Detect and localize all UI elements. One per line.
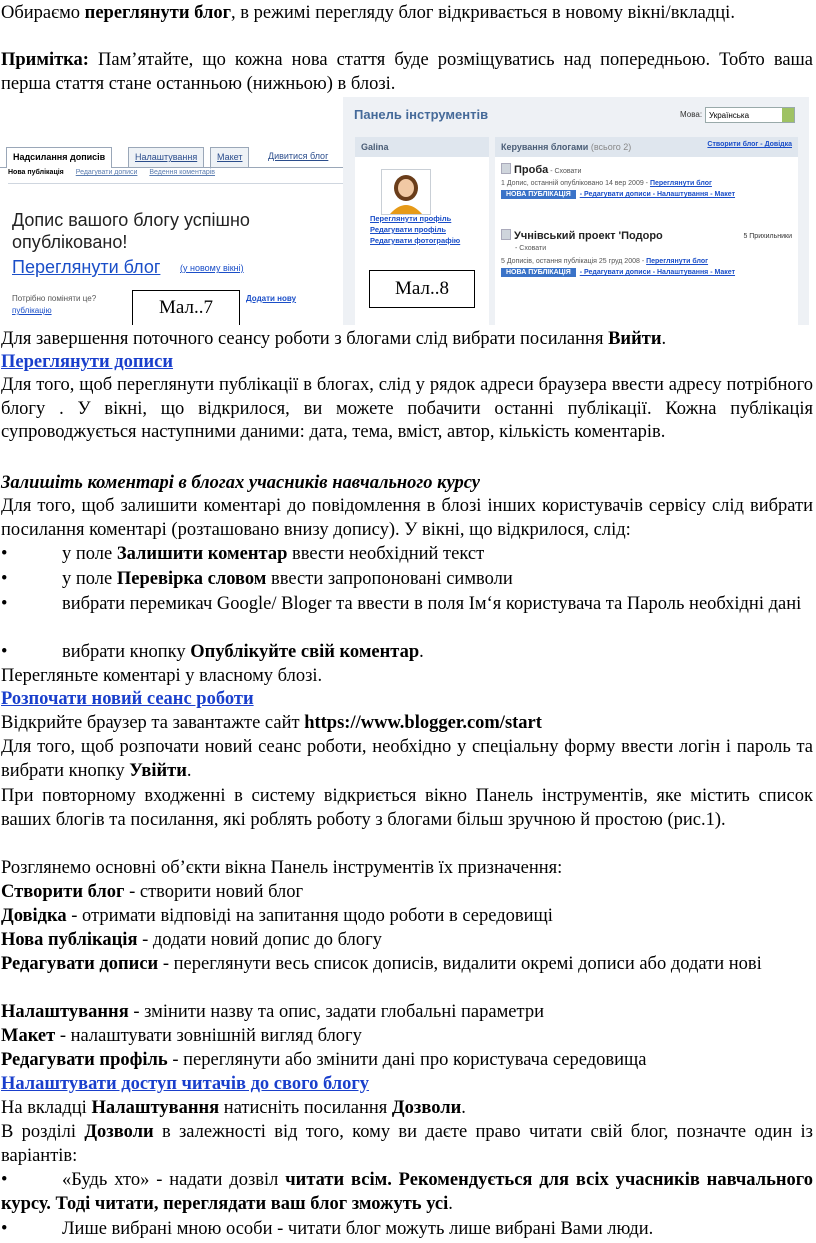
note-paragraph: Примітка: Пам’ятайте, що кожна нова стаття буде розміщуватись над попередньою. Тобто ваша перша стаття стане останньою (нижньою) в блозі. xyxy=(1,50,813,94)
login-paragraph: Для того, щоб розпочати новий сеанс роботи, необхідно у спеціальну форму ввести логін і пароль та вибрати кнопку Увійти. xyxy=(1,737,813,781)
language-label: Мова: xyxy=(680,110,703,119)
comments-paragraph: Для того, щоб залишити коментарі до повідомлення в блозі інших користувачів сервісу слід вибрати посилання коментарі (розташовано внизу допису). У вікні, що відкрилося, слід: xyxy=(1,496,813,540)
view-blog-link[interactable]: Переглянути блог xyxy=(12,257,161,277)
exit-paragraph: Для завершення поточного сеансу роботи з блогами слід вибрати посилання Вийти. xyxy=(1,329,667,349)
blog-icon xyxy=(501,229,511,240)
subtab-edit-posts[interactable]: Редагувати дописи xyxy=(75,169,138,176)
user-avatar-icon xyxy=(382,170,430,214)
definition-item: Довідка - отримати відповіді на запитання щодо роботи в середовищі xyxy=(1,906,553,926)
followers-count: 5 Прихильники xyxy=(743,233,792,240)
objects-paragraph: Розглянемо основні об’єкти вікна Панель інструментів їх призначення: xyxy=(1,858,563,878)
subtab-comments[interactable]: Ведення коментарів xyxy=(149,169,216,176)
edit-profile-link[interactable]: Редагувати профіль xyxy=(370,225,446,234)
bullet-icon: • xyxy=(1,1219,8,1239)
heading-comments: Залишіть коментарі в блогах учасників навчального курсу xyxy=(1,473,481,493)
permissions-paragraph: В розділі Дозволи в залежності від того, кому ви даєте право читати свій блог, позначте один із варіантів: xyxy=(1,1122,813,1166)
heading-access: Налаштувати доступ читачів до свого блогу xyxy=(1,1074,370,1094)
bullet-icon: • xyxy=(1,642,8,662)
site-paragraph: Відкрийте браузер та завантажте сайт https://www.blogger.com/start xyxy=(1,713,542,733)
tab-settings[interactable]: Налаштування xyxy=(128,147,204,167)
create-blog-help-links[interactable]: Створити блог - Довідка xyxy=(707,141,792,148)
view-profile-link[interactable]: Переглянути профіль xyxy=(370,214,452,223)
tabs-bar xyxy=(0,143,343,168)
tab-posting[interactable]: Надсилання дописів xyxy=(6,147,112,168)
figure-7-label: Мал..7 xyxy=(132,290,240,325)
list-item: • вибрати кнопку Опублікуйте свій коментар. xyxy=(1,641,813,665)
heading-new-session: Розпочати новий сеанс роботи xyxy=(1,689,254,709)
repeat-login-paragraph: При повторному входженні в систему відкриється вікно Панель інструментів, яке містить список ваших блогів та посилання, які роблять роботу з блогами більш зручною й простою (рис.1). xyxy=(1,786,813,830)
chevron-down-icon xyxy=(782,108,794,122)
subtab-new-post[interactable]: Нова публікація xyxy=(8,169,64,176)
list-item: • у поле Залишити коментар ввести необхідний текст xyxy=(1,543,813,567)
list-item: • вибрати перемикач Google/ Bloger та ввести в поля Ім‘я користувача та Пароль необхідні дані xyxy=(1,593,813,617)
definition-item: Налаштування - змінити назву та опис, задати глобальні параметри xyxy=(1,1002,544,1022)
figure-8-label: Мал..8 xyxy=(369,270,475,308)
new-window-link[interactable]: (у новому вікні) xyxy=(180,263,244,273)
intro-paragraph: Обираємо переглянути блог, в режимі перегляду блог відкривається в новому вікні/вкладці. xyxy=(1,3,735,23)
heading-view-posts: Переглянути дописи xyxy=(1,352,174,372)
language-select[interactable]: Українська xyxy=(705,107,795,123)
definition-item: Редагувати дописи - переглянути весь список дописів, видалити окремі дописи або додати нові xyxy=(1,954,762,974)
bullet-icon: • xyxy=(1,1170,8,1190)
definition-item: Макет - налаштувати зовнішній вигляд блогу xyxy=(1,1026,362,1046)
new-post-button[interactable]: НОВА ПУБЛІКАЦІЯ xyxy=(501,268,576,277)
bullet-icon: • xyxy=(1,569,8,589)
add-new-link[interactable]: Додати нову xyxy=(246,294,297,303)
subtabs-bar xyxy=(8,169,343,184)
manage-blogs-header: Керування блогами (всього 2) xyxy=(495,137,798,157)
list-item: • «Будь хто» - надати дозвіл читати всім. Рекомендується для всіх учасників навчального курсу. Тоді читати, переглядати ваш блог зможуть усі. xyxy=(1,1170,813,1214)
profile-links xyxy=(370,213,460,246)
figure-7-screenshot xyxy=(0,133,343,325)
bullet-icon: • xyxy=(1,594,8,614)
view-posts-paragraph: Для того, щоб переглянути публікації в блогах, слід у рядок адреси браузера ввести адресу потрібного блогу . У вікні, що відкрилося, ви можете побачити останні публікації. Кожна публікація супроводжується наступними даними: дата, тема, вміст, автор, кількість коментарів. xyxy=(1,375,813,442)
definition-item: Редагувати профіль - переглянути або змінити дані про користувача середовища xyxy=(1,1050,647,1070)
definition-item: Нова публікація - додати новий допис до блогу xyxy=(1,930,382,950)
panel-title: Панель інструментів xyxy=(354,107,489,122)
tab-layout[interactable]: Макет xyxy=(210,147,249,167)
list-item: • у поле Перевірка словом ввести запропоновані символи xyxy=(1,568,813,592)
definition-item: Створити блог - створити новий блог xyxy=(1,882,304,902)
bullet-icon: • xyxy=(1,544,8,564)
blog-entry-2: Учнівський проект 'Подоро - Сховати 5 Дописів, остання публікація 25 груд 2008 - Переглянути блог НОВА ПУБЛІКАЦІЯ - Редагувати дописи - Налаштування - Макет xyxy=(501,230,736,276)
blogs-column xyxy=(495,137,798,325)
blog-icon xyxy=(501,163,511,174)
access-paragraph: На вкладці Налаштування натисніть посилання Дозволи. xyxy=(1,1098,466,1118)
figure-8-screenshot xyxy=(343,97,809,325)
new-post-button[interactable]: НОВА ПУБЛІКАЦІЯ xyxy=(501,190,576,199)
review-paragraph: Перегляньте коментарі у власному блозі. xyxy=(1,666,323,686)
edit-photo-link[interactable]: Редагувати фотографію xyxy=(370,236,461,245)
success-message: Допис вашого блогу успішно опубліковано! xyxy=(12,210,250,252)
blog-entry-1: Проба - Сховати 1 Допис, останній опубліковано 14 вер 2009 - Переглянути блог НОВА ПУБЛІКАЦІЯ - Редагувати дописи - Налаштування - Макет xyxy=(501,164,736,198)
list-item: • Лише вибрані мною особи - читати блог можуть лише вибрані Вами люди. xyxy=(1,1218,813,1242)
change-note: Потрібно поміняти це? публікацію xyxy=(12,294,97,315)
tab-view-blog[interactable]: Дивитися блог xyxy=(268,151,329,161)
avatar xyxy=(381,169,431,215)
user-name: Galina xyxy=(355,137,489,157)
